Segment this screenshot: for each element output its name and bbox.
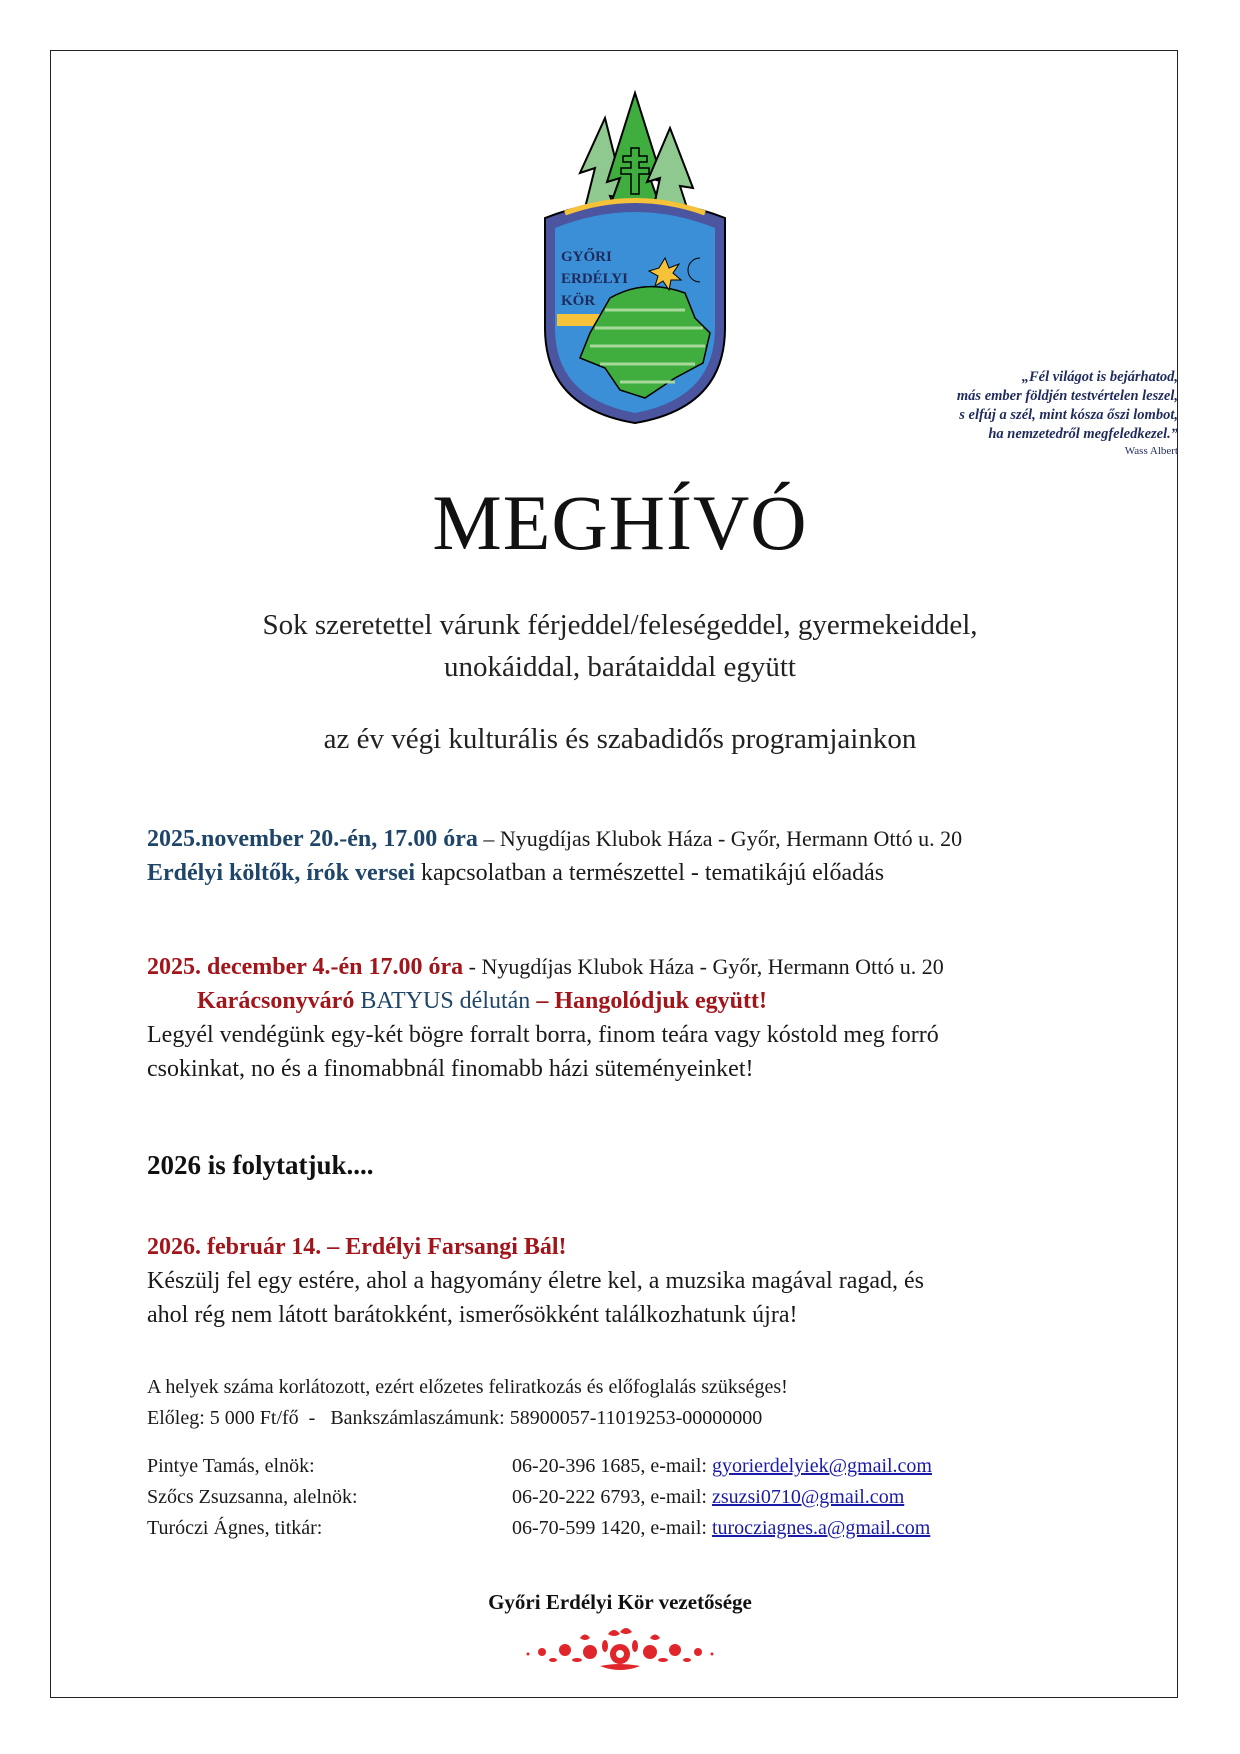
- contact-name: Pintye Tamás, elnök:: [147, 1455, 315, 1477]
- crest-text-line3: KÖR: [561, 293, 596, 309]
- info-line-2: Előleg: 5 000 Ft/fő - Bankszámlaszámunk: 58900057-11019253-00000000: [147, 1407, 763, 1429]
- event-title: 2026. február 14. – Erdélyi Farsangi Bál!: [147, 1234, 567, 1260]
- contact-row: [147, 1482, 932, 1513]
- event-title-part1: Karácsonyváró: [197, 988, 355, 1014]
- quote-author: Wass Albert: [1124, 445, 1178, 457]
- event-description-line2: csokinkat, no és a finomabbnál finomabb házi süteményeinket!: [147, 1056, 754, 1082]
- folk-floral-ornament-icon: [520, 1624, 720, 1674]
- event-highlight: Erdélyi költők, írók versei: [147, 860, 415, 886]
- contact-phone: 06-70-599 1420, e-mail:: [512, 1517, 712, 1539]
- event-date: 2025. december 4.-én 17.00 óra: [147, 954, 464, 980]
- quote-line: más ember földjén testvértelen leszel,: [956, 388, 1178, 404]
- registration-info: [147, 1372, 788, 1434]
- contact-name: Szőcs Zsuzsanna, alelnök:: [147, 1486, 358, 1508]
- quote-line: s elfúj a szél, mint kósza őszi lombot,: [959, 407, 1178, 423]
- intro-line-3: az év végi kulturális és szabadidős programjainkon: [323, 723, 917, 755]
- contact-phone: 06-20-222 6793, e-mail:: [512, 1486, 712, 1508]
- page-title: MEGHÍVÓ: [432, 479, 808, 566]
- continue-heading: 2026 is folytatjuk....: [147, 1150, 374, 1180]
- contact-row: [147, 1513, 932, 1544]
- event-february-ball: [147, 1230, 1177, 1332]
- quote-line: „Fél világot is bejárhatod,: [1021, 369, 1178, 385]
- contact-email-link[interactable]: gyorierdelyiek@gmail.com: [711, 1455, 932, 1477]
- crest-text-line2: ERDÉLYI: [561, 271, 628, 287]
- event-date: 2025.november 20.-én, 17.00 óra: [147, 826, 478, 852]
- contact-name: Turóczi Ágnes, titkár:: [147, 1517, 323, 1539]
- info-line-1: A helyek száma korlátozott, ezért előzetes feliratkozás és előfoglalás szükséges!: [147, 1376, 788, 1398]
- event-description: kapcsolatban a természettel - tematikájú előadás: [414, 860, 885, 886]
- event-location: – Nyugdíjas Klubok Háza - Győr, Hermann Ottó u. 20: [477, 826, 963, 851]
- intro-line-1: Sok szeretettel várunk férjeddel/feleségeddel, gyermekeiddel,: [262, 609, 978, 641]
- intro-line-2: unokáiddal, barátaiddal együtt: [444, 651, 796, 683]
- event-december: [147, 950, 1177, 1086]
- event-title-part2: BATYUS délután: [354, 988, 531, 1014]
- contact-email-link[interactable]: turocziagnes.a@gmail.com: [711, 1517, 931, 1539]
- contact-phone: 06-20-396 1685, e-mail:: [512, 1455, 712, 1477]
- event-description-line1: Legyél vendégünk egy-két bögre forralt borra, finom teára vagy kóstold meg forró: [147, 1022, 939, 1048]
- contact-email-link[interactable]: zsuzsi0710@gmail.com: [711, 1486, 905, 1508]
- event-description-line1: Készülj fel egy estére, ahol a hagyomány életre kel, a muzsika magával ragad, és: [147, 1268, 924, 1294]
- event-november: [147, 822, 1177, 890]
- event-description-line2: ahol rég nem látott barátokként, ismerősökként találkozhatunk újra!: [147, 1302, 798, 1328]
- signature: Győri Erdélyi Kör vezetősége: [488, 1590, 752, 1614]
- crest-text-line1: GYŐRI: [561, 249, 612, 265]
- intro-text: [0, 604, 1240, 688]
- quote-line: ha nemzetedről megfeledkezel.”: [988, 426, 1178, 442]
- event-title-part3: – Hangolódjuk együtt!: [530, 988, 768, 1014]
- event-location: - Nyugdíjas Klubok Háza - Győr, Hermann Ottó u. 20: [463, 954, 944, 979]
- contact-row: [147, 1451, 932, 1482]
- club-crest-logo: [535, 78, 735, 428]
- wass-albert-quote: [848, 368, 1178, 458]
- contacts-list: [147, 1451, 932, 1544]
